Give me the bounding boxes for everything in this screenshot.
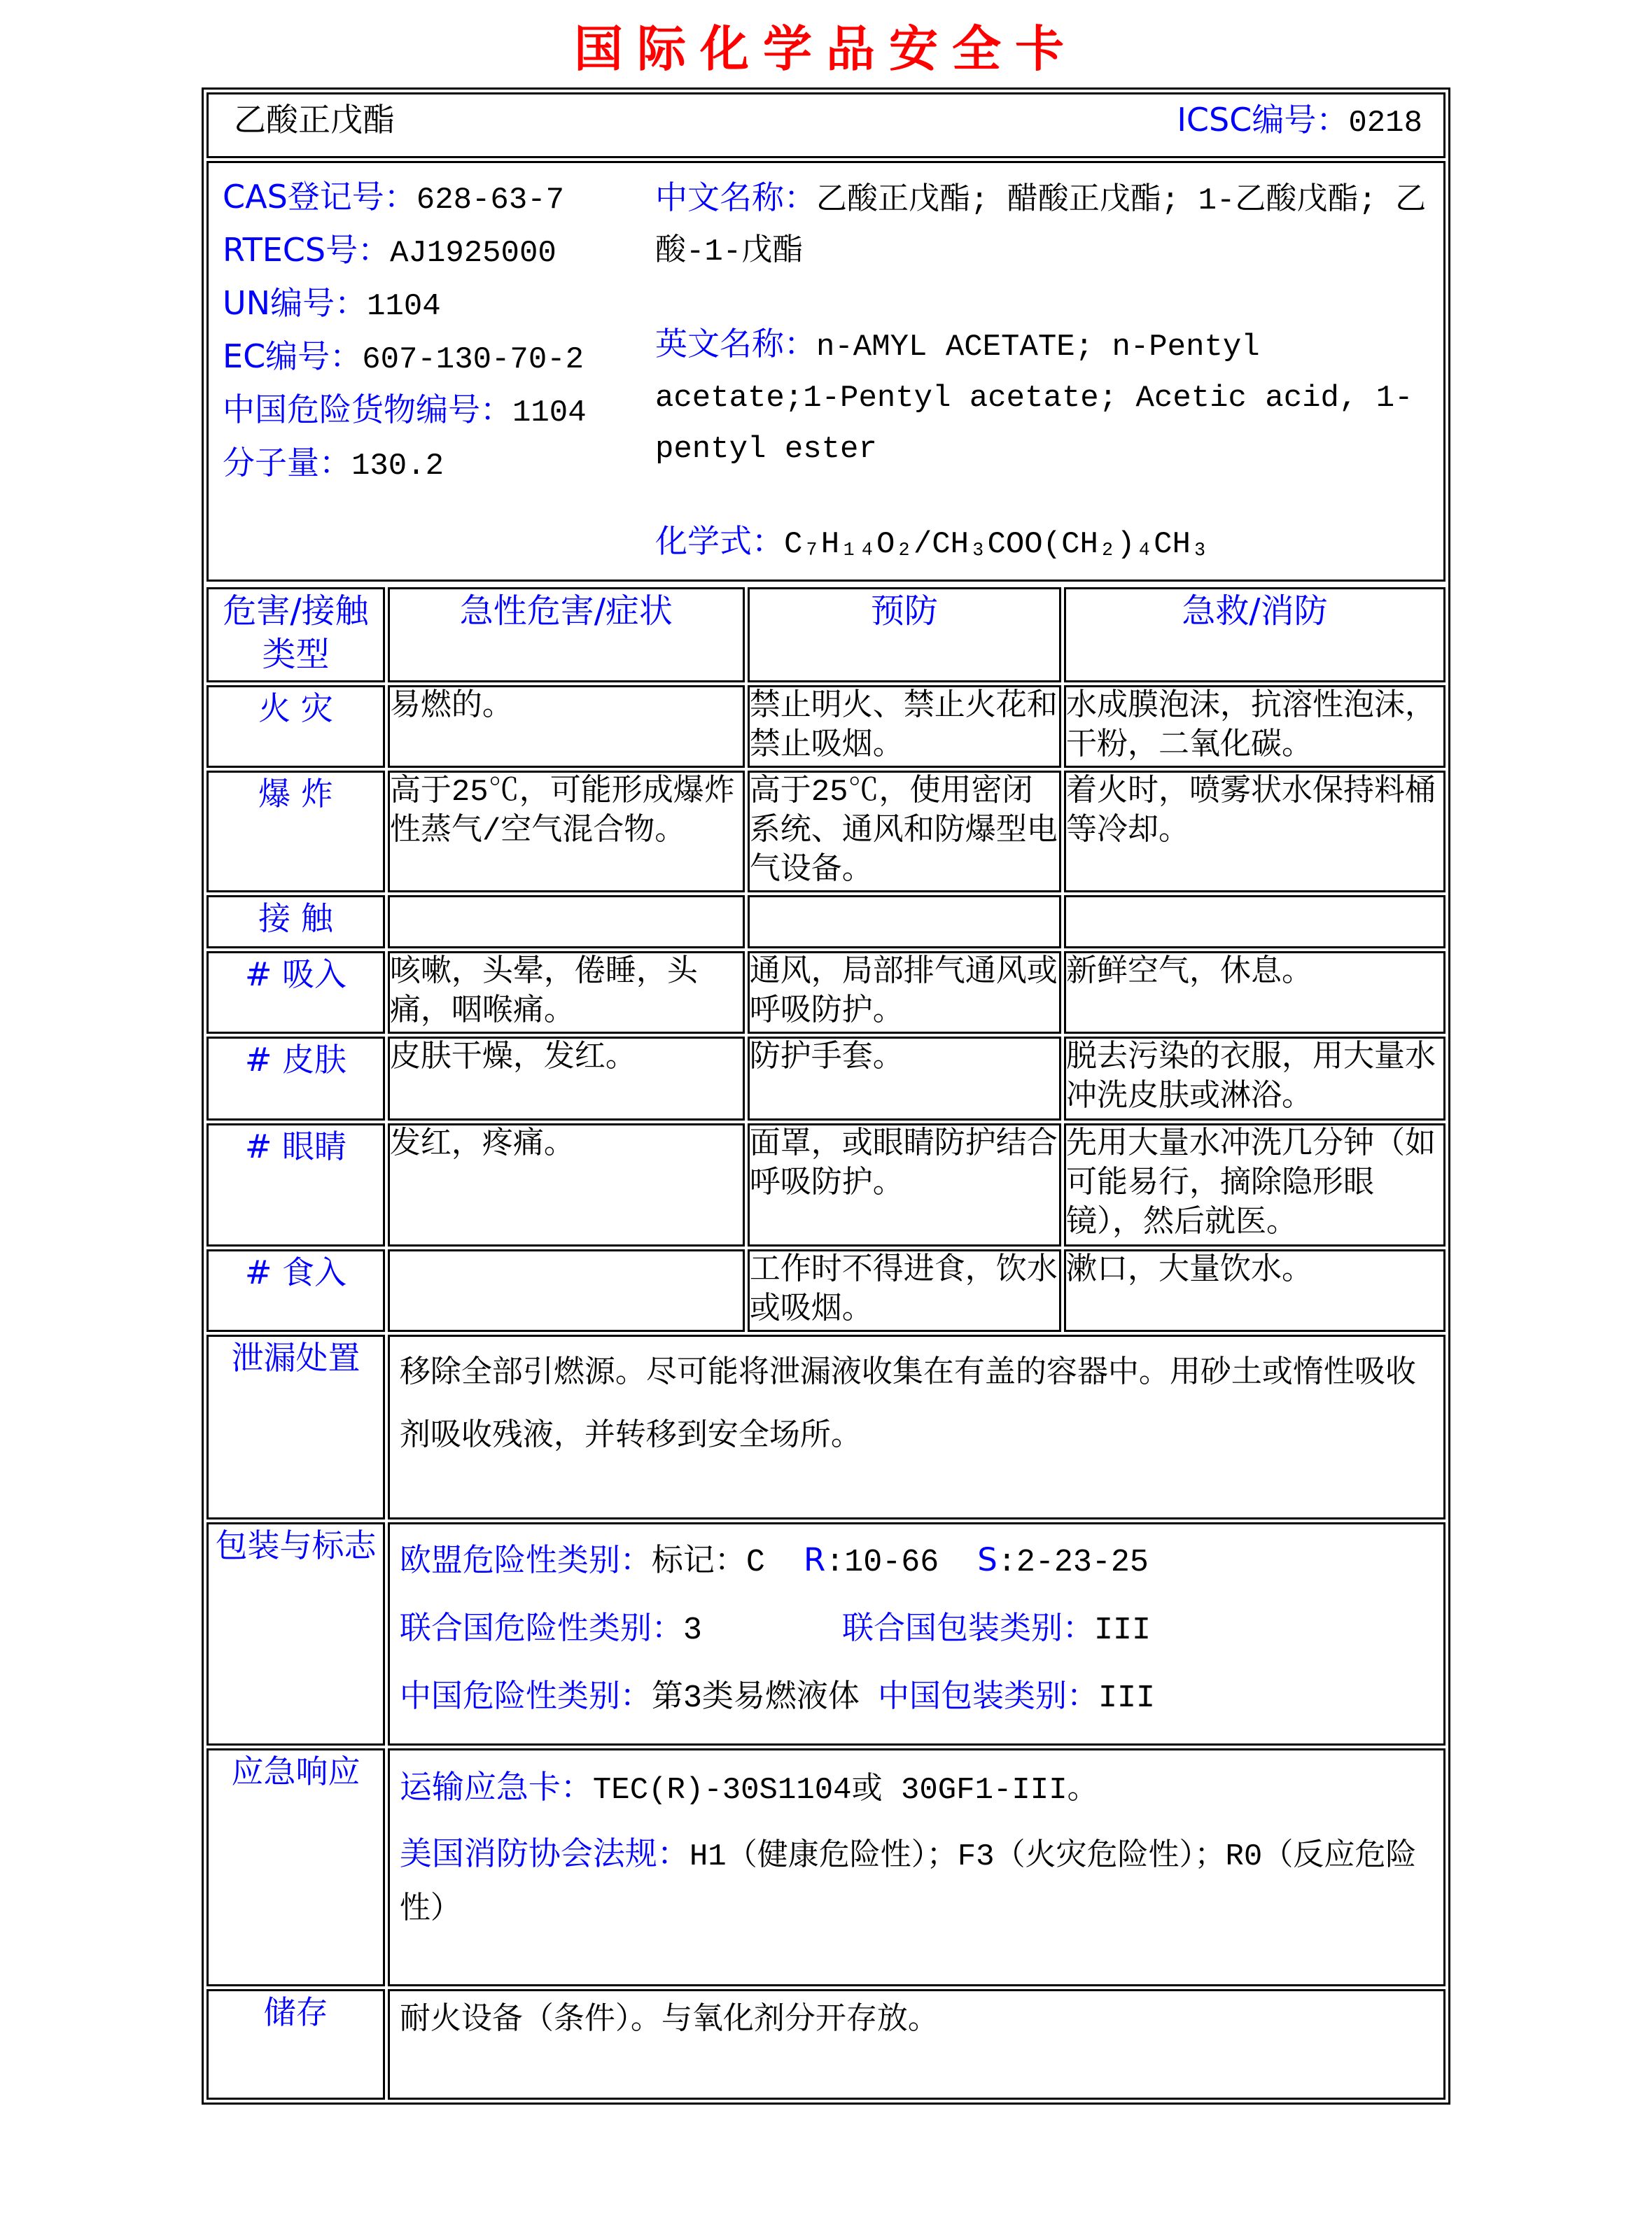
column-header-symptoms <box>388 587 745 682</box>
row-skin-label-cell <box>206 1037 385 1121</box>
row-skin-symptoms: 皮肤干燥，发红。 <box>388 1037 745 1121</box>
column-header-symptoms-text: 急性危害/症状 <box>459 591 673 631</box>
storage-label-cell <box>206 1989 385 2100</box>
row-exposure-aid <box>1064 895 1446 948</box>
eu-hazard-class-label: 欧盟危险性类别： <box>399 1541 652 1578</box>
row-inhalation <box>206 951 1446 1034</box>
packaging-content-cell <box>388 1522 1446 1746</box>
transport-emergency-card-line <box>400 1760 1434 1817</box>
china-dg-number-label: 中国危险货物编号： <box>223 391 512 428</box>
row-inhalation-label: # 吸入 <box>244 955 347 993</box>
emergency-label: 应急响应 <box>231 1753 360 1790</box>
chinese-names-label: 中文名称： <box>655 178 816 216</box>
safety-card <box>202 87 1450 2105</box>
identifier-list <box>223 174 655 573</box>
row-emergency-response <box>206 1748 1446 1986</box>
row-skin-aid: 脱去污染的衣服，用大量水冲洗皮肤或淋浴。 <box>1064 1037 1446 1121</box>
un-pack-group-label: 联合国包装类别： <box>841 1609 1094 1646</box>
names-column <box>655 174 1436 573</box>
s-phrase-value: :2-23-25 <box>997 1545 1149 1580</box>
packaging-label-cell <box>206 1522 385 1746</box>
cn-pack-group-label: 中国包装类别： <box>877 1677 1098 1714</box>
ec-number-value: 607-130-70-2 <box>362 342 584 377</box>
rtecs-number-line <box>223 227 655 281</box>
card-header-cell <box>206 92 1446 158</box>
storage-label: 储存 <box>263 1993 328 2031</box>
un-number-line <box>223 281 655 334</box>
row-ingestion-label-cell <box>206 1249 385 1332</box>
icsc-card-page <box>0 10 1652 2105</box>
identity-table <box>204 90 1448 584</box>
china-dg-number-line <box>223 387 655 440</box>
row-skin-label: # 皮肤 <box>244 1041 347 1079</box>
row-exposure-label-cell <box>206 895 385 948</box>
card-header-row <box>206 92 1446 158</box>
nfpa-code-value: H1（健康危险性）；F3（火灾危险性）；R0（反应危险性） <box>399 1839 1417 1928</box>
un-pack-group-value: III <box>1093 1613 1151 1648</box>
row-exposure <box>206 895 1446 948</box>
page-title: 国际化学品安全卡 <box>574 20 1078 78</box>
icsc-number-label: ICSC编号： <box>1177 101 1349 139</box>
row-ingestion-prevention: 工作时不得进食，饮水或吸烟。 <box>748 1249 1061 1332</box>
eu-hazard-mark: 标记：C <box>651 1545 765 1580</box>
row-eyes-label-cell <box>206 1123 385 1247</box>
cn-pack-group-value: III <box>1098 1680 1155 1716</box>
card-header-flex <box>209 94 1443 141</box>
cn-hazard-class-value: 第3类易燃液体 <box>651 1680 860 1716</box>
spill-label-cell <box>206 1335 385 1519</box>
formula-label: 化学式： <box>655 522 784 560</box>
row-packaging-labelling <box>206 1522 1446 1746</box>
card-info-cell <box>206 161 1446 582</box>
column-header-type-text: 危害/接触 类型 <box>223 591 369 674</box>
row-fire-aid: 水成膜泡沫，抗溶性泡沫，干粉，二氧化碳。 <box>1064 685 1446 768</box>
spill-text: 移除全部引燃源。尽可能将泄漏液收集在有盖的容器中。用砂土或惰性吸收剂吸收残液，并转移到安全场所。 <box>399 1356 1416 1454</box>
row-eyes-label: # 眼睛 <box>244 1128 347 1165</box>
rtecs-number-label: RTECS号： <box>223 231 391 269</box>
row-inhalation-symptoms: 咳嗽，头晕，倦睡，头痛，咽喉痛。 <box>388 951 745 1034</box>
emergency-content-cell <box>388 1748 1446 1986</box>
row-exposure-symptoms <box>388 895 745 948</box>
row-skin <box>206 1037 1446 1121</box>
english-names-value: n-AMYL ACETATE; n-Pentyl acetate;1-Pentyl acetate; Acetic acid, 1-pentyl ester <box>655 330 1413 467</box>
cas-number-label: CAS登记号： <box>223 178 416 216</box>
emergency-label-cell <box>206 1748 385 1986</box>
row-explosion-prevention: 高于25℃，使用密闭系统、通风和防爆型电气设备。 <box>748 771 1061 892</box>
row-fire-label-cell <box>206 685 385 768</box>
row-inhalation-label-cell <box>206 951 385 1034</box>
english-names-label: 英文名称： <box>655 325 816 363</box>
icsc-number <box>1177 94 1422 141</box>
r-phrase-value: :10-66 <box>825 1545 939 1580</box>
card-info-row <box>206 161 1446 582</box>
hazard-header-row <box>206 587 1446 682</box>
transport-emergency-card-value: TEC(R)-30S1104或 30GF1-III。 <box>592 1773 1098 1808</box>
r-phrase-label: R <box>803 1541 826 1578</box>
row-fire-label: 火 灾 <box>258 689 333 727</box>
eu-hazard-class-line <box>400 1540 1434 1588</box>
row-fire <box>206 685 1446 768</box>
row-explosion <box>206 771 1446 892</box>
column-header-type <box>206 587 385 682</box>
s-phrase-label: S <box>977 1541 997 1578</box>
row-ingestion-aid: 漱口，大量饮水。 <box>1064 1249 1446 1332</box>
row-explosion-label-cell <box>206 771 385 892</box>
row-fire-prevention: 禁止明火、禁止火花和禁止吸烟。 <box>748 685 1061 768</box>
column-header-aid-text: 急救/消防 <box>1182 591 1328 631</box>
formula-value: C₇H₁₄O₂/CH₃COO(CH₂)₄CH₃ <box>784 527 1210 562</box>
storage-content-cell <box>388 1989 1446 2100</box>
packaging-content <box>390 1524 1443 1724</box>
row-ingestion-symptoms <box>388 1249 745 1332</box>
row-eyes-prevention: 面罩，或眼睛防护结合呼吸防护。 <box>748 1123 1061 1247</box>
row-ingestion <box>206 1249 1446 1332</box>
row-fire-symptoms: 易燃的。 <box>388 685 745 768</box>
cn-class-line <box>400 1676 1434 1724</box>
formula-block <box>655 518 1432 573</box>
un-class-line <box>400 1608 1434 1656</box>
storage-text: 耐火设备（条件）。与氧化剂分开存放。 <box>399 2003 939 2038</box>
transport-emergency-card-label: 运输应急卡： <box>399 1768 593 1806</box>
molecular-weight-value: 130.2 <box>351 449 444 484</box>
emergency-content <box>390 1750 1443 1937</box>
cn-hazard-class-label: 中国危险性类别： <box>399 1677 652 1714</box>
row-skin-prevention: 防护手套。 <box>748 1037 1061 1121</box>
molecular-weight-line <box>223 440 655 493</box>
cas-number-value: 628-63-7 <box>416 183 565 218</box>
icsc-number-value: 0218 <box>1348 106 1422 141</box>
cas-number-line <box>223 174 655 227</box>
ec-number-label: EC编号： <box>223 337 363 375</box>
column-header-prevention <box>748 587 1061 682</box>
nfpa-code-line <box>400 1827 1434 1937</box>
un-number-value: 1104 <box>367 289 441 324</box>
un-hazard-class-label: 联合国危险性类别： <box>399 1609 683 1646</box>
un-hazard-class-value: 3 <box>682 1613 702 1648</box>
row-eyes-aid: 先用大量水冲洗几分钟（如可能易行，摘除隐形眼镜），然后就医。 <box>1064 1123 1446 1247</box>
row-explosion-symptoms: 高于25℃，可能形成爆炸性蒸气/空气混合物。 <box>388 771 745 892</box>
hazard-table <box>204 584 1448 2103</box>
un-number-label: UN编号： <box>223 284 368 322</box>
rtecs-number-value: AJ1925000 <box>390 236 556 271</box>
spill-label: 泄漏处置 <box>231 1339 360 1377</box>
row-explosion-label: 爆 炸 <box>258 775 333 813</box>
row-exposure-label: 接 触 <box>258 899 333 937</box>
column-header-prevention-text: 预防 <box>870 591 938 631</box>
spill-content-cell <box>388 1335 1446 1519</box>
row-ingestion-label: # 食入 <box>244 1254 347 1291</box>
row-exposure-prevention <box>748 895 1061 948</box>
row-storage <box>206 1989 1446 2100</box>
row-inhalation-aid: 新鲜空气，休息。 <box>1064 951 1446 1034</box>
row-spill-disposal <box>206 1335 1446 1519</box>
english-names-block <box>655 321 1432 477</box>
card-info-columns <box>209 163 1443 580</box>
row-eyes-symptoms: 发红，疼痛。 <box>388 1123 745 1247</box>
molecular-weight-label: 分子量： <box>223 444 351 482</box>
row-eyes <box>206 1123 1446 1247</box>
row-explosion-aid: 着火时，喷雾状水保持料桶等冷却。 <box>1064 771 1446 892</box>
row-inhalation-prevention: 通风，局部排气通风或呼吸防护。 <box>748 951 1061 1034</box>
china-dg-number-value: 1104 <box>512 395 587 430</box>
packaging-label: 包装与标志 <box>215 1526 377 1564</box>
chemical-name: 乙酸正戊酯 <box>234 104 395 141</box>
nfpa-code-label: 美国消防协会法规： <box>399 1834 690 1872</box>
column-header-aid <box>1064 587 1446 682</box>
ec-number-line <box>223 334 655 387</box>
chinese-names-block <box>655 174 1432 280</box>
chinese-names-value: 乙酸正戊酯; 醋酸正戊酯; 1-乙酸戊酯; 乙酸-1-戊酯 <box>655 183 1427 269</box>
